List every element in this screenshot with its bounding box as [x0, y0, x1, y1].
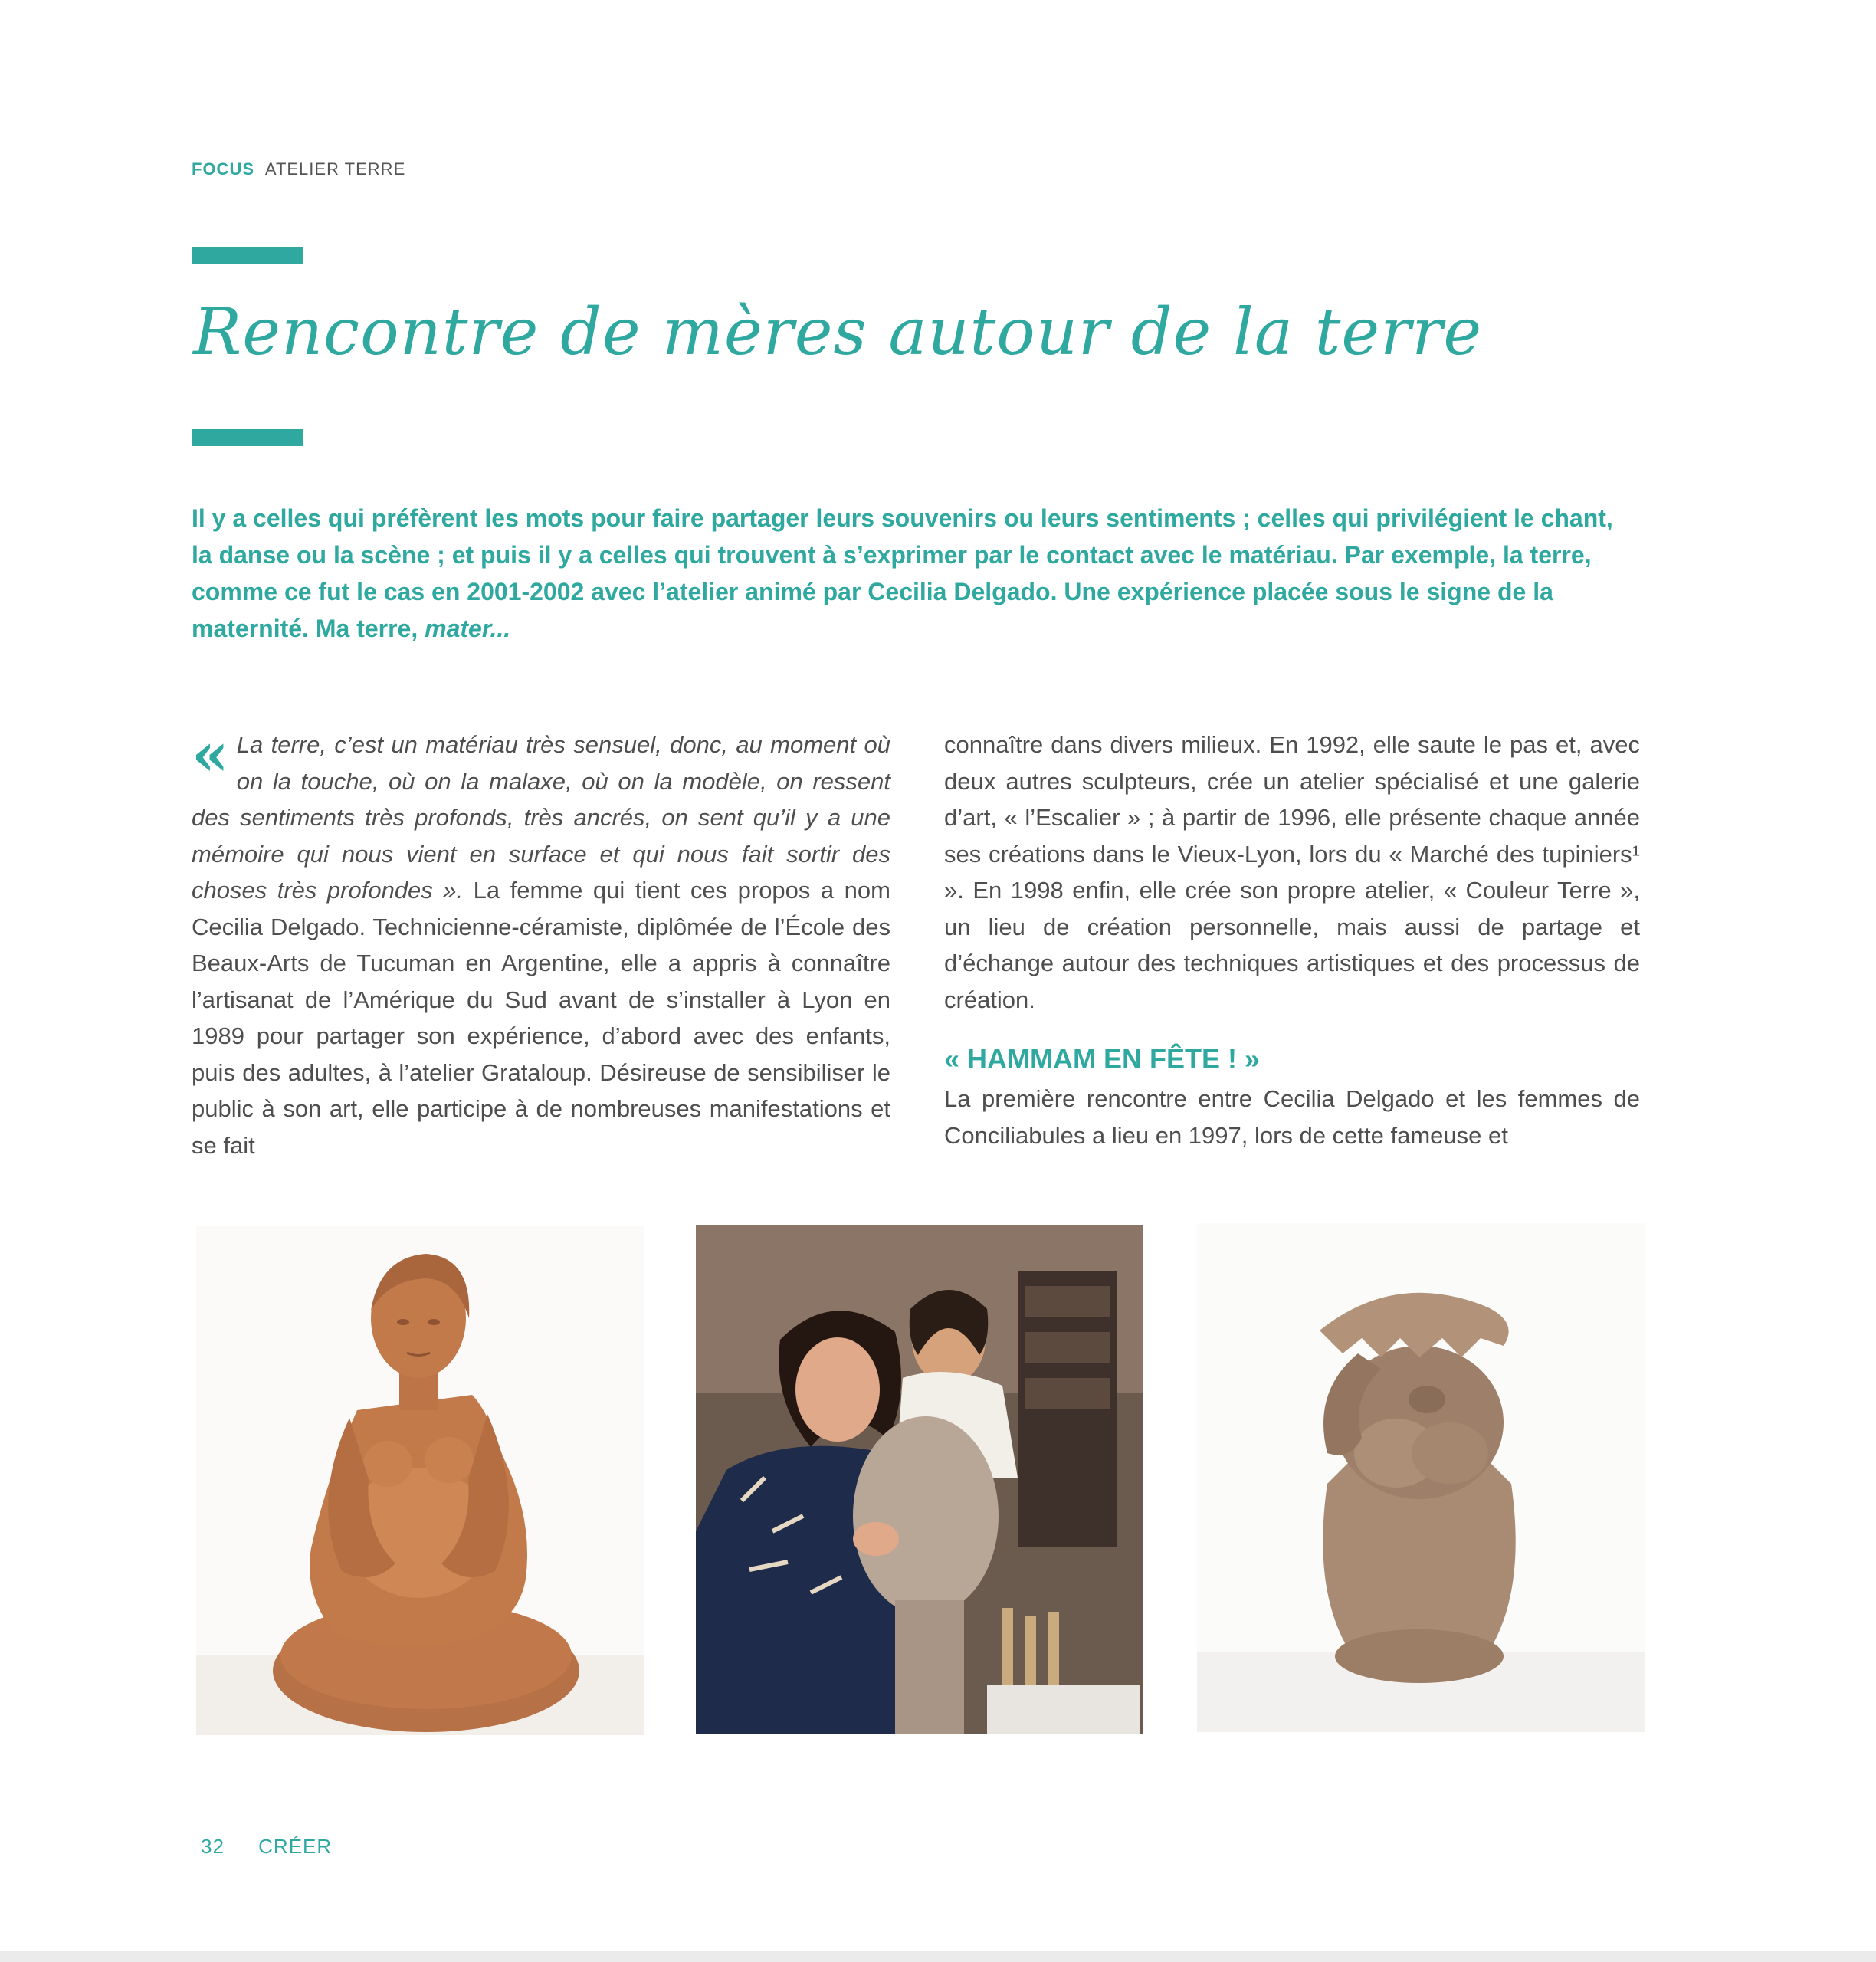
photo-workshop-women [696, 1225, 1143, 1734]
page-number: 32 [201, 1835, 225, 1858]
topic-label: ATELIER TERRE [264, 159, 406, 179]
section-header [192, 159, 405, 179]
intro-emphasis: mater... [425, 615, 511, 642]
workshop-illustration [696, 1225, 1143, 1734]
left-paragraph [192, 720, 890, 1163]
quote-mark: « [192, 720, 229, 789]
sculpture-illustration [196, 1226, 644, 1735]
page-edge-shadow [0, 1951, 1876, 1962]
intro-paragraph [192, 500, 1640, 647]
left-column [192, 720, 890, 1163]
right-column [944, 727, 1640, 1153]
pull-quote: La terre, c’est un matériau très sensuel, donc, au moment où on la touche, où on la malaxe, où on la modèle, on ressent des sentiments très profonds, très ancrés, on sent qu’il y a une mémoire qui nous vient en surface et qui nous fait sortir des choses très profondes ». [192, 731, 890, 904]
subheading: « HAMMAM EN FÊTE ! » [944, 1043, 1261, 1075]
intro-text: Il y a celles qui préfèrent les mots pour faire partager leurs souvenirs ou leurs sentiments ; celles qui privilégient le chant, la danse ou la scène ; et puis il y a celles qui trouvent à s’exprimer par le contact avec le matériau. Par exemple, la terre, comme ce fut le cas en 2001-2002 avec l’atelier animé par Cecilia Delgado. Une expérience placée sous le signe de la maternité. Ma terre, [192, 504, 1613, 642]
left-body-text: La femme qui tient ces propos a nom Cecilia Delgado. Technicienne-céramiste, diplômée de l’École des Beaux-Arts de Tucuman en Argentine, elle a appris à connaître l’artisanat de l’Amérique du Sud avant de s’installer à Lyon en 1989 pour partager son expérience, d’abord avec des enfants, puis des adultes, à l’atelier Grataloup. Désireuse de sensibiliser le public à son art, elle participe à de nombreuses manifestations et se fait [192, 877, 890, 1159]
right-paragraph-2: La première rencontre entre Cecilia Delgado et les femmes de Conciliabules a lieu en 1997, lors de cette fameuse et [944, 1085, 1640, 1149]
title-bottom-rule [192, 429, 303, 446]
photo-egg-baby-sculpture [1197, 1223, 1645, 1732]
photo-seated-woman-sculpture [196, 1226, 644, 1735]
right-paragraph: connaître dans divers milieux. En 1992, elle saute le pas et, avec deux autres sculpteurs, crée un atelier spécialisé et une galerie d’art, « l’Escalier » ; à partir de 1996, elle présente chaque année ses créations dans le Vieux-Lyon, lors du « Marché des tupiniers¹ ». En 1998 enfin, elle crée son propre atelier, « Couleur Terre », un lieu de création personnelle, mais aussi de partage et d’échange autour des techniques artistiques et des processus de création. [944, 731, 1640, 1013]
egg-sculpture-illustration [1197, 1223, 1645, 1732]
section-label: FOCUS [192, 159, 254, 179]
title-top-rule [192, 247, 303, 264]
page-footer [201, 1835, 332, 1859]
footer-section: CRÉER [258, 1835, 333, 1858]
page-title: Rencontre de mères autour de la terre [193, 294, 1483, 369]
